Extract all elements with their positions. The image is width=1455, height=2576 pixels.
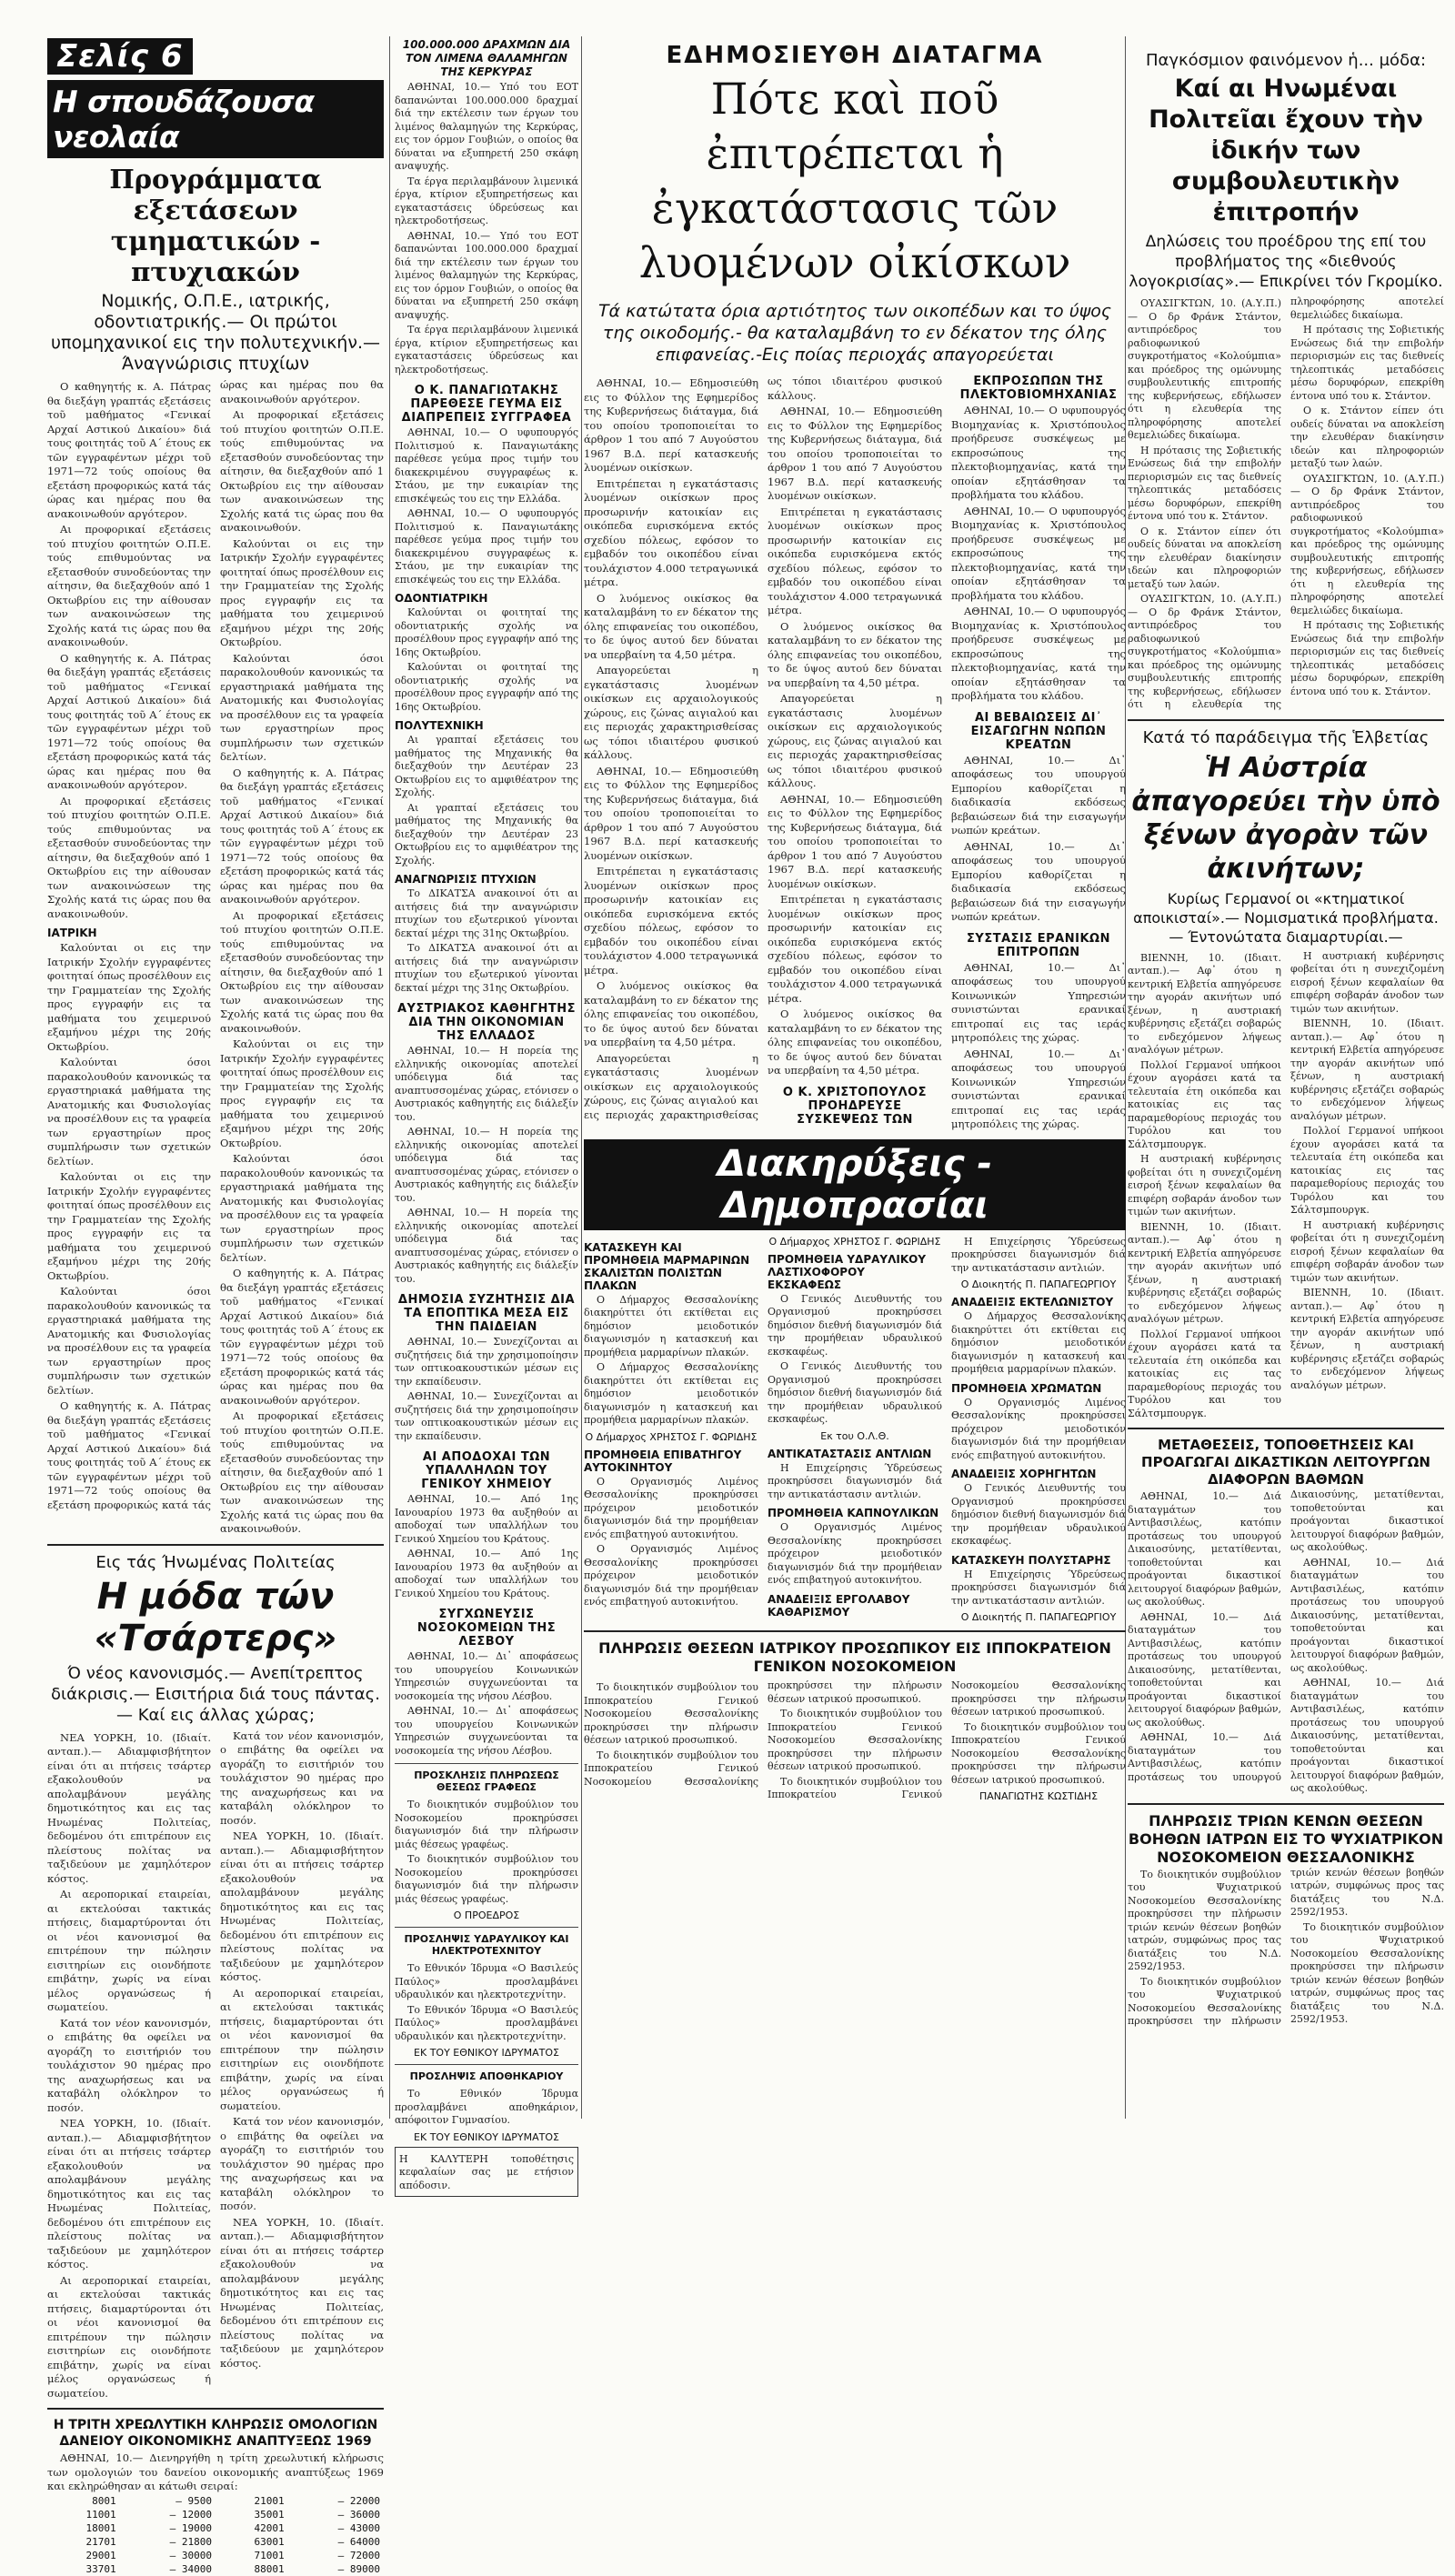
paragraph: Επιτρέπεται η εγκατάστασις λυομένων οικίσκων προς προσωρινήν κατοικίαν εις οικόπεδα ευρισκόμενα εκτός σχεδίου πόλεως, εφόσον το εμβαδόν του οικοπέδου είναι τουλάχιστον 4.000 τετραγωνικά μέτρα.: [768, 893, 942, 1005]
paragraph: Καλούνται οι εις την Ιατρικήν Σχολήν εγγραφέντες φοιτηταί όπως προσέλθουν εις την Γραμματείαν της Σχολής προς εγγραφήν εις τα μαθήματα του χειμερινού εξαμήνου μέχρι της 20ής Οκτωβρίου.: [220, 536, 384, 648]
paragraph: Κατά τον νέον κανονισμόν, ο επιβάτης θα οφείλει να αγοράζη το εισιτήριόν του τουλάχιστον 90 ημέρας προ της αναχωρήσεως και να καταβάλη ολόκληρον το ποσόν.: [47, 2016, 211, 2114]
paragraph: Απαγορεύεται η εγκατάστασις λυομένων οικίσκων εις αρχαιολογικούς χώρους, εις ζώνας αιγιαλού και εις περιοχάς χαρακτηρισθείσας ως τόποι ιδιαιτέρου φυσικού κάλλους.: [768, 692, 942, 789]
table-row: [47, 2549, 384, 2562]
advert-box: [395, 2147, 578, 2198]
paragraph: ΑΘΗΝΑΙ, 10.— Υπό του ΕΟΤ δαπανώνται 100.000.000 δραχμαί διά την εκτέλεσιν των έργων του λιμένος θαλαμηγών της Κερκύρας, εις τον όρμον Γουβιών, ο οποίος θα δύναται να εξυπηρετή 250 σκάφη αναψυχής.: [395, 81, 578, 172]
paragraph: ΑΘΗΝΑΙ, 10.— Δι᾿ αποφάσεως του υπουργού Εμπορίου καθορίζεται η διαδικασία εκδόσεως βεβαιώσεων διά την εισαγωγήν νωπών κρεάτων.: [951, 839, 1126, 923]
column-4: [1128, 47, 1444, 2029]
table-cell: 8001: [92, 2494, 116, 2507]
article-body: [47, 1729, 384, 2401]
table-cell: — 19000: [169, 2521, 212, 2534]
notice-title: ΚΑΤΑΣΚΕΥΗ ΚΑΙ ΠΡΟΜΗΘΕΙΑ ΜΑΡΜΑΡΙΝΩΝ ΣΚΑΛΙΣΤΩΝ ΠΟΛΙΣΤΩΝ ΠΛΑΚΩΝ: [584, 1240, 750, 1292]
paragraph: ΑΘΗΝΑΙ, 10.— Εδημοσιεύθη εις το Φύλλον της Εφημερίδος της Κυβερνήσεως διάταγμα, διά του οποίου τροποποιείται το άρθρον 1 του από 7 Αυγούστου 1967 Β.Δ. περί κατασκευής λυομένων οικίσκων.: [584, 376, 758, 474]
divider: [47, 1544, 384, 1546]
table-row: [47, 2508, 384, 2521]
table-cell: 33701: [85, 2562, 116, 2575]
paragraph: Το Εθνικόν Ίδρυμα προσλαμβάνει αποθηκάριον, απόφοιτον Γυμνασίου.: [395, 2088, 578, 2126]
table-cell: — 43000: [337, 2521, 380, 2534]
paragraph: ΑΘΗΝΑΙ, 10.— Εδημοσιεύθη εις το Φύλλον της Εφημερίδος της Κυβερνήσεως διάταγμα, διά του οποίου τροποποιείται το άρθρον 1 του από 7 Αυγούστου 1967 Β.Δ. περί κατασκευής λυομένων οικίσκων.: [584, 764, 758, 862]
subheading: ΑΝΑΓΝΩΡΙΣΙΣ ΠΤΥΧΙΩΝ: [395, 873, 537, 886]
paragraph: Ο Οργανισμός Λιμένος Θεσσαλονίκης προκηρύσσει πρόχειρον μειοδοτικόν διαγωνισμόν διά την προμήθειαν ενός επιβατηγού αυτοκινήτου.: [584, 1475, 758, 1540]
article-kicker: Κατά τό παράδειγμα τῆς Ἑλβετίας: [1142, 727, 1430, 747]
column-3: [584, 42, 1126, 1802]
paragraph: ΑΘΗΝΑΙ, 10.— Διά διαταγμάτων του Αντιβασιλέως, κατόπιν προτάσεως του υπουργού Δικαιοσύνης, μετατίθενται, τοποθετούνται και προάγονται δικαστικοί λειτουργοί διαφόρων βαθμών, ως ακολούθως.: [1128, 1610, 1281, 1729]
table-cell: — 30000: [169, 2549, 212, 2561]
article-body: [584, 375, 1126, 1132]
table-cell: 42001: [254, 2521, 285, 2534]
table-row: [47, 2521, 384, 2535]
paragraph: ΑΘΗΝΑΙ, 10.— Διά διαταγμάτων του Αντιβασιλέως, κατόπιν προτάσεως του υπουργού Δικαιοσύνης, μετατίθενται, τοποθετούνται και προάγονται δικαστικοί λειτουργοί διαφόρων βαθμών, ως ακολούθως.: [1128, 1488, 1444, 1783]
paragraph: Η Επιχείρησις Ύδρεύσεως προκηρύσσει διαγωνισμόν διά την αντικατάστασιν αντλιών.: [951, 1568, 1126, 1607]
divider: [47, 2408, 384, 2410]
article-headline: ΣΥΓΧΩΝΕΥΣΙΣ ΝΟΣΟΚΟΜΕΙΩΝ ΤΗΣ ΛΕΣΒΟΥ: [416, 1608, 557, 1649]
article-deck: Ό νέος κανονισμός.— Ανεπίτρεπτος διάκρισις.— Εισιτήρια διά τους πάντας.— Καί εις άλλας χώρας;: [51, 1663, 380, 1725]
paragraph: ΒΙΕΝΝΗ, 10. (Ιδιαιτ. ανταπ.).— Αφ᾿ ότου η κεντρική Ελβετία απηγόρευσε την αγοράν ακινήτων υπό ξένων, η αυστριακή κυβέρνησις εξετάζει σοβαρώς το ενδεχόμενον λήψεως αναλόγων μέτρων.: [1290, 1287, 1444, 1391]
paragraph: ΑΘΗΝΑΙ, 10.— Εδημοσιεύθη εις το Φύλλον της Εφημερίδος της Κυβερνήσεως διάταγμα, διά του οποίου τροποποιείται το άρθρον 1 του από 7 Αυγούστου 1967 Β.Δ. περί κατασκευής λυομένων οικίσκων.: [768, 792, 942, 890]
table-cell: 11001: [85, 2508, 116, 2521]
table-cell: 18001: [85, 2521, 116, 2534]
notice-signature: Εκ του Ο.Λ.Θ.: [820, 1429, 889, 1442]
table-cell: 63001: [254, 2535, 285, 2548]
paragraph: ΝΕΑ ΥΟΡΚΗ, 10. (Ιδιαίτ. ανταπ.).— Αδιαμφισβήτητον είναι ότι αι πτήσεις τσάρτερ εξακολουθούν να απολαμβάνουν μεγάλης δημοτικότητος και εις τας Ηνωμένας Πολιτείας, δεδομένου ότι επιτρέπουν εις πλείστους πολίτας να ταξιδεύουν με χαμηλότερον κόστος.: [47, 2117, 211, 2270]
paragraph: Η αυστριακή κυβέρνησις φοβείται ότι η συνεχιζομένη εισροή ξένων κεφαλαίων θα επιφέρη σοβαράν άνοδον των τιμών των ακινήτων.: [1128, 1153, 1281, 1218]
paragraph: Το διοικητικόν συμβούλιον του Ιπποκρατείου Γενικού Νοσοκομείου Θεσσαλονίκης προκηρύσσει την πλήρωσιν θέσεων ιατρικού προσωπικού.: [951, 1720, 1126, 1786]
divider: [395, 2064, 578, 2065]
table-cell: 88001: [254, 2562, 285, 2575]
paragraph: ΑΘΗΝΑΙ, 10.— Δι᾿ αποφάσεως του υπουργού Κοινωνικών Υπηρεσιών συνιστώνται ερανικαί επιτροπαί εις τας ιεράς μητροπόλεις της χώρας.: [951, 960, 1126, 1044]
table-row: [47, 2494, 384, 2508]
divider: [1128, 1803, 1444, 1805]
paragraph: ΑΘΗΝΑΙ, 10.— Ο υφυπουργός Βιομηχανίας κ. Χριστόπουλος προήδρευσε συσκέψεως με εκπροσώπους της πλεκτοβιομηχανίας, κατά την οποίαν εξητάσθησαν τα προβλήματα του κλάδου.: [951, 605, 1126, 702]
paragraph: Ο καθηγητής κ. Α. Πάτρας θα διεξάγη γραπτάς εξετάσεις τοῦ μαθήματος «Γενικαί Αρχαί Αστικού Δικαίου» διά τους φοιτητάς τοῦ Α΄ έτους εκ τῶν εγγραφέντων μέχρι τοῦ 1971—72 τούς οποίους θα εξετάση προφορικώς κατά τάς ώρας και ημέρας που θα ανακοινωθούν αργότερον.: [47, 651, 211, 791]
article-headline: Ο Κ. ΧΡΙΣΤΟΠΟΥΛΟΣ ΠΡΟΗΔΡΕΥΣΕ ΣΥΣΚΕΨΕΩΣ ΤΩΝ ΕΚΠΡΟΣΩΠΩΝ ΤΗΣ ΠΛΕΚΤΟΒΙΟΜΗΧΑΝΙΑΣ: [782, 375, 1118, 1127]
paragraph: Η αυστριακή κυβέρνησις φοβείται ότι η συνεχιζομένη εισροή ξένων κεφαλαίων θα επιφέρη σοβαράν άνοδον των τιμών των ακινήτων.: [1290, 949, 1444, 1015]
paragraph: ΝΕΑ ΥΟΡΚΗ, 10. (Ιδιαίτ. ανταπ.).— Αδιαμφισβήτητον είναι ότι αι πτήσεις τσάρτερ εξακολουθούν να απολαμβάνουν μεγάλης δημοτικότητος και εις τας Ηνωμένας Πολιτείας, δεδομένου ότι επιτρέπουν εις πλείστους πολίτας να ταξιδεύουν με χαμηλότερον κόστος.: [47, 1730, 211, 1885]
paragraph: ΑΘΗΝΑΙ, 10.— Δι᾿ αποφάσεως του υπουργού Κοινωνικών Υπηρεσιών συνιστώνται ερανικαί επιτροπαί εις τας ιεράς μητροπόλεις της χώρας.: [951, 1047, 1126, 1130]
table-cell: — 36000: [337, 2508, 380, 2521]
article-kicker: Παγκόσμιον φαινόμενον ἡ... μόδα:: [1145, 51, 1427, 70]
paragraph: Το διοικητικόν συμβούλιον του Νοσοκομείου προκηρύσσει διαγωνισμόν διά την πλήρωσιν μιάς θέσεως γραφέως.: [395, 1799, 578, 1850]
paragraph: ΑΘΗΝΑΙ, 10.— Ο υφυπουργός Πολιτισμού κ. Παναγιωτάκης παρέθεσε γεύμα προς τιμήν του διακεκριμένου συγγραφέως κ. Στάου, με την ευκαιρίαν της επισκέψεώς του εις την Ελλάδα.: [395, 507, 578, 586]
paragraph: Αι αεροπορικαί εταιρείαι, αι εκτελούσαι τακτικάς πτήσεις, διαμαρτύρονται ότι οι νέοι κανονισμοί θα επιτρέπουν την πώλησιν εισιτηρίων εις οιονδήποτε επιβάτην, χωρίς να είναι μέλος οργανώσεως ή σωματείου.: [47, 1888, 211, 2013]
paragraph: Το Εθνικόν Ίδρυμα «Ο Βασιλεύς Παύλος» προσλαμβάνει υδραυλικόν και ηλεκτροτεχνίτην.: [395, 2003, 578, 2042]
article-body: [47, 378, 384, 1537]
paragraph: Πολλοί Γερμανοί υπήκοοι έχουν αγοράσει κατά τα τελευταία έτη οικόπεδα και κατοικίας εις τας παραμεθορίους περιοχάς του Τυρόλου και του Σάλτσμπουργκ.: [1290, 1125, 1444, 1216]
paragraph: Επιτρέπεται η εγκατάστασις λυομένων οικίσκων προς προσωρινήν κατοικίαν εις οικόπεδα ευρισκόμενα εκτός σχεδίου πόλεως, εφόσον το εμβαδόν του οικοπέδου είναι τουλάχιστον 4.000 τετραγωνικά μέτρα.: [584, 865, 758, 977]
paragraph: Ο καθηγητής κ. Α. Πάτρας θα διεξάγη γραπτάς εξετάσεις τοῦ μαθήματος «Γενικαί Αρχαί Αστικού Δικαίου» διά τους φοιτητάς τοῦ Α΄ έτους εκ τῶν εγγραφέντων μέχρι τοῦ 1971—72 τούς οποίους θα εξετάση προφορικώς κατά τάς ώρας και ημέρας που θα ανακοινωθούν αργότερον.: [220, 1267, 384, 1407]
notice-title: ΠΡΟΜΗΘΕΙΑ ΧΡΩΜΑΤΩΝ: [951, 1381, 1102, 1395]
paragraph: Τα έργα περιλαμβάνουν λιμενικά έργα, κτίριον εξυπηρετήσεως και εγκαταστάσεις ύδρεύσεως και ηλεκτροδοτήσεως.: [395, 324, 578, 376]
paragraph: Αι προφορικαί εξετάσεις τού πτυχίου φοιτητών Ο.Π.Ε. τούς επιθυμούντας να εξετασθούν συνοδεύοντας την αίτησιν, θα διεξαχθούν από 1 Οκτωβρίου εις την αίθουσαν των ανακοινώσεων της Σχολής κατά τις ώρας που θα ανακοινωθούν.: [220, 408, 384, 534]
article-headline: Η ΤΡΙΤΗ ΧΡΕΩΛΥΤΙΚΗ ΚΛΗΡΩΣΙΣ ΟΜΟΛΟΓΙΩΝ ΔΑΝΕΙΟΥ ΟΙΚΟΝΟΜΙΚΗΣ ΑΝΑΠΤΥΞΕΩΣ 1969: [53, 2418, 378, 2449]
paragraph: ΑΘΗΝΑΙ, 10.— Από 1ης Ιανουαρίου 1973 θα αυξηθούν αι αποδοχαί των υπαλλήλων του Γενικού Χημείου του Κράτους.: [395, 1548, 578, 1599]
paragraph: Καλούνται οι εις την Ιατρικήν Σχολήν εγγραφέντες φοιτηταί όπως προσέλθουν εις την Γραμματείαν της Σχολής προς εγγραφήν εις τα μαθήματα του χειμερινού εξαμήνου μέχρι της 20ής Οκτωβρίου.: [47, 941, 211, 1053]
paragraph: Το ΔΙΚΑΤΣΑ ανακοινοί ότι αι αιτήσεις διά την αναγνώρισιν πτυχίων του εξωτερικού γίνονται δεκταί μέχρι της 31ης Οκτωβρίου.: [395, 942, 578, 994]
notice-title: ΠΡΟΣΛΗΨΙΣ ΑΠΟΘΗΚΑΡΙΟΥ: [409, 2070, 564, 2082]
paragraph: Η πρότασις της Σοβιετικής Ενώσεως διά την επιβολήν περιορισμών εις τας διεθνείς τηλεοπτικάς μεταδόσεις μέσω δορυφόρων, επεκρίθη έντονα υπό του κ. Στάντον.: [1290, 324, 1444, 402]
paragraph: Καλούνται όσοι παρακολουθούν κανονικώς τα εργαστηριακά μαθήματα της Ανατομικής και Φυσιολογίας να προσέλθουν εις τα γραφεία των εργαστηρίων προς συμπλήρωσιν των σχετικών δελτίων.: [220, 1152, 384, 1264]
article-headline: ΑΥΣΤΡΙΑΚΟΣ ΚΑΘΗΓΗΤΗΣ ΔΙΑ ΤΗΝ ΟΙΚΟΝΟΜΙΑΝ ΤΗΣ ΕΛΛΑΔΟΣ: [396, 1002, 577, 1043]
article-deck: Τά κατώτατα όρια αρτιότητος των οικοπέδων και το ύψος της οικοδομής.- θα καταλαμβάνη το εν δέκατον της όλης επιφανείας.-Εις ποίας περιοχάς απαγορεύεται: [597, 301, 1112, 365]
paragraph: Η Επιχείρησις Ύδρεύσεως προκηρύσσει διαγωνισμόν διά την αντικατάστασιν αντλιών.: [951, 1235, 1126, 1274]
paragraph: ΑΘΗΝΑΙ, 10.— Εδημοσιεύθη εις το Φύλλον της Εφημερίδος της Κυβερνήσεως διάταγμα, διά του οποίου τροποποιείται το άρθρον 1 του από 7 Αυγούστου 1967 Β.Δ. περί κατασκευής λυομένων οικίσκων.: [768, 405, 942, 502]
paragraph: Ο Γενικός Διευθυντής του Οργανισμού προκηρύσσει δημόσιον διεθνή διαγωνισμόν διά την προμήθειαν υδραυλικού εκσκαφέως.: [951, 1482, 1126, 1547]
paragraph: Καλούνται οι φοιτηταί της οδοντιατρικής σχολής να προσέλθουν προς εγγραφήν από της 16ης Οκτωβρίου.: [395, 606, 578, 658]
table-cell: 71001: [254, 2549, 285, 2561]
paragraph: ΑΘΗΝΑΙ, 10.— Ο υφυπουργός Πολιτισμού κ. Παναγιωτάκης παρέθεσε γεύμα προς τιμήν του διακεκριμένου συγγραφέως κ. Στάου, με την ευκαιρίαν της επισκέψεώς του εις την Ελλάδα.: [395, 426, 578, 505]
paragraph: ΑΘΗΝΑΙ, 10.— Διά διαταγμάτων του Αντιβασιλέως, κατόπιν προτάσεως του υπουργού Δικαιοσύνης, μετατίθενται, τοποθετούνται και προάγονται δικαστικοί λειτουργοί διαφόρων βαθμών, ως ακολούθως.: [1290, 1556, 1444, 1674]
notice-signature: ΕΚ ΤΟΥ ΕΘΝΙΚΟΥ ΙΔΡΥΜΑΤΟΣ: [414, 2130, 559, 2143]
article-headline: Πότε καὶ ποῦ ἐπιτρέπεται ἡ ἐγκατάστασις τῶν λυομένων οἰκίσκων: [638, 75, 1071, 288]
divider: [395, 1763, 578, 1764]
paragraph: Το διοικητικόν συμβούλιον του Ψυχιατρικού Νοσοκομείου Θεσσαλονίκης προκηρύσσει την πλήρωσιν τριών κενών θέσεων βοηθών ιατρών, συμφώνως προς τας διατάξεις του Ν.Δ. 2592/1953.: [1128, 1866, 1444, 2027]
paragraph: Το διοικητικόν συμβούλιον του Ψυχιατρικού Νοσοκομείου Θεσσαλονίκης προκηρύσσει την πλήρωσιν τριών κενών θέσεων βοηθών ιατρών, συμφώνως προς τας διατάξεις του Ν.Δ. 2592/1953.: [1128, 1868, 1281, 1972]
notice-title: ΑΝΑΔΕΙΞΙΣ ΕΚΤΕΛΩΝΙΣΤΟΥ: [951, 1296, 1114, 1308]
notice-signature: Ο Δήμαρχος ΧΡΗΣΤΟΣ Γ. ΦΩΡΙΔΗΣ: [768, 1235, 941, 1248]
table-cell: 21001: [254, 2494, 285, 2507]
paragraph: Ο λυόμενος οικίσκος θα καταλαμβάνη το εν δέκατον της όλης επιφανείας του οικοπέδου, το δε ύψος αυτού δεν δύναται να υπερβαίνη τα 4,50 μέτρα.: [584, 591, 758, 661]
column-rule: [389, 36, 390, 2119]
paragraph: Ο λυόμενος οικίσκος θα καταλαμβάνη το εν δέκατον της όλης επιφανείας του οικοπέδου, το δε ύψος αυτού δεν δύναται να υπερβαίνη τα 4,50 μέτρα.: [768, 1007, 942, 1077]
article-deck: Κυρίως Γερμανοί οι «κτηματικοί αποικισταί».— Νομισματικά προβλήματα.— Έντονώτατα διαμαρτυρίαι.—: [1133, 889, 1439, 946]
article-kicker: Εις τάς Ήνωμένας Πολιτείας: [95, 1552, 336, 1572]
notice-title: ΠΡΟΣΚΛΗΣΙΣ ΠΛΗΡΩΣΕΩΣ ΘΕΣΕΩΣ ΓΡΑΦΕΩΣ: [414, 1769, 559, 1793]
paragraph: ΑΘΗΝΑΙ, 10.— Η πορεία της ελληνικής οικονομίας αποτελεί υπόδειγμα διά τας αναπτυσσομένας χώρας, ετόνισεν ο Αυστριακός καθηγητής εις διάλεξίν του.: [395, 1207, 578, 1285]
paragraph: Αι προφορικαί εξετάσεις τού πτυχίου φοιτητών Ο.Π.Ε. τούς επιθυμούντας να εξετασθούν συνοδεύοντας την αίτησιν, θα διεξαχθούν από 1 Οκτωβρίου εις την αίθουσαν των ανακοινώσεων της Σχολής κατά τις ώρας που θα ανακοινωθούν.: [47, 794, 211, 920]
article-deck: Νομικής, Ο.Π.Ε., ιατρικής, οδοντιατρικής.— Οι πρώτοι υπομηχανικοί εις την πολυτεχνικήν.— Άναγνώρισις πτυχίων: [51, 291, 380, 374]
notice-title: ΑΝΤΙΚΑΤΑΣΤΑΣΙΣ ΑΝΤΛΙΩΝ: [768, 1447, 932, 1460]
paragraph: Ο Οργανισμός Λιμένος Θεσσαλονίκης προκηρύσσει πρόχειρον μειοδοτικόν διαγωνισμόν διά την προμήθειαν ενός επιβατηγού αυτοκινήτου.: [584, 1543, 758, 1608]
article-headline: Ο Κ. ΠΑΝΑΓΙΩΤΑΚΗΣ ΠΑΡΕΘΕΣΕ ΓΕΥΜΑ ΕΙΣ ΔΙΑΠΡΕΠΕΙΣ ΣΥΓΓΡΑΦΕΑ: [401, 384, 572, 425]
paragraph: Ο κ. Στάντον είπεν ότι ουδείς δύναται να αποκλείση την ελευθέραν διακίνησιν ιδεών και πληροφοριών μεταξύ των λαών.: [1290, 405, 1444, 469]
paragraph: Το διοικητικόν συμβούλιον του Ιπποκρατείου Γενικού Νοσοκομείου Θεσσαλονίκης προκηρύσσει την πλήρωσιν θέσεων ιατρικού προσωπικού.: [584, 1681, 758, 1746]
paragraph: ΟΥΑΣΙΓΚΤΩΝ, 10. (Α.Υ.Π.)— Ο δρ Φράνκ Στάντον, αντιπρόεδρος του ραδιοφωνικού συγκροτήματος «Κολούμπια» και πρόεδρος της ομώνυμης συμβουλευτικής επιτροπής της κυβερνήσεως, εδήλωσεν ότι η ελευθερία της πληροφόρησης αποτελεί θεμελιώδες δικαίωμα.: [1128, 296, 1444, 710]
paragraph: ΑΘΗΝΑΙ, 10.— Δι᾿ αποφάσεως του υπουργού Εμπορίου καθορίζεται η διαδικασία εκδόσεως βεβαιώσεων διά την εισαγωγήν νωπών κρεάτων.: [951, 753, 1126, 837]
paragraph: Αι προφορικαί εξετάσεις τού πτυχίου φοιτητών Ο.Π.Ε. τούς επιθυμούντας να εξετασθούν συνοδεύοντας την αίτησιν, θα διεξαχθούν από 1 Οκτωβρίου εις την αίθουσαν των ανακοινώσεων της Σχολής κατά τις ώρας που θα ανακοινωθούν.: [47, 523, 211, 648]
paragraph: ΑΘΗΝΑΙ, 10.— Δι᾿ αποφάσεως του υπουργείου Κοινωνικών Υπηρεσιών συγχωνεύονται τα νοσοκομεία της νήσου Λέσβου.: [395, 1650, 578, 1702]
article-body: [584, 1679, 1126, 1802]
paragraph: Η αυστριακή κυβέρνησις φοβείται ότι η συνεχιζομένη εισροή ξένων κεφαλαίων θα επιφέρη σοβαράν άνοδον των τιμών των ακινήτων.: [1290, 1218, 1444, 1284]
paragraph: ΒΙΕΝΝΗ, 10. (Ιδιαιτ. ανταπ.).— Αφ᾿ ότου η κεντρική Ελβετία απηγόρευσε την αγοράν ακινήτων υπό ξένων, η αυστριακή κυβέρνησις εξετάζει σοβαρώς το ενδεχόμενον λήψεως αναλόγων μέτρων.: [1128, 951, 1281, 1056]
column-2: [395, 38, 578, 2200]
subheading: ΟΔΟΝΤΙΑΤΡΙΚΗ: [395, 592, 488, 605]
paragraph: ΒΙΕΝΝΗ, 10. (Ιδιαιτ. ανταπ.).— Αφ᾿ ότου η κεντρική Ελβετία απηγόρευσε την αγοράν ακινήτων υπό ξένων, η αυστριακή κυβέρνησις εξετάζει σοβαρώς το ενδεχόμενον λήψεως αναλόγων μέτρων.: [1128, 1220, 1281, 1325]
paragraph: ΑΘΗΝΑΙ, 10.— Ο υφυπουργός Βιομηχανίας κ. Χριστόπουλος προήδρευσε συσκέψεως με εκπροσώπους της πλεκτοβιομηχανίας, κατά την οποίαν εξητάσθησαν τα προβλήματα του κλάδου.: [951, 404, 1126, 501]
paragraph: Αι προφορικαί εξετάσεις τού πτυχίου φοιτητών Ο.Π.Ε. τούς επιθυμούντας να εξετασθούν συνοδεύοντας την αίτησιν, θα διεξαχθούν από 1 Οκτωβρίου εις την αίθουσαν των ανακοινώσεων της Σχολής κατά τις ώρας που θα ανακοινωθούν.: [220, 908, 384, 1035]
lottery-table: [47, 2494, 384, 2576]
paragraph: Ο καθηγητής κ. Α. Πάτρας θα διεξάγη γραπτάς εξετάσεις τοῦ μαθήματος «Γενικαί Αρχαί Αστικού Δικαίου» διά τους φοιτητάς τοῦ Α΄ έτους εκ τῶν εγγραφέντων μέχρι τοῦ 1971—72 τούς οποίους θα εξετάση προφορικώς κατά τάς ώρας και ημέρας που θα ανακοινωθούν αργότερον.: [220, 766, 384, 906]
paragraph: Απαγορεύεται η εγκατάστασις λυομένων οικίσκων εις αρχαιολογικούς χώρους, εις ζώνας αιγιαλού και εις περιοχάς χαρακτηρισθείσας ως τόποι ιδιαιτέρου φυσικού κάλλους.: [584, 375, 942, 1121]
paragraph: Ο Δήμαρχος Θεσσαλονίκης διακηρύττει ότι εκτίθεται εις δημόσιον μειοδοτικόν διαγωνισμόν η κατασκευή και προμήθεια μαρμαρίνων πλακών.: [584, 1293, 758, 1358]
paragraph: ΑΘΗΝΑΙ, 10.— Ο υφυπουργός Βιομηχανίας κ. Χριστόπουλος προήδρευσε συσκέψεως με εκπροσώπους της πλεκτοβιομηχανίας, κατά την οποίαν εξητάσθησαν τα προβλήματα του κλάδου.: [951, 504, 1126, 602]
table-cell: 21701: [85, 2535, 116, 2548]
paragraph: Η πρότασις της Σοβιετικής Ενώσεως διά την επιβολήν περιορισμών εις τας διεθνείς τηλεοπτικάς μεταδόσεις μέσω δορυφόρων, επεκρίθη έντονα υπό του κ. Στάντον.: [1128, 444, 1281, 522]
paragraph: ΟΥΑΣΙΓΚΤΩΝ, 10. (Α.Υ.Π.)— Ο δρ Φράνκ Στάντον, αντιπρόεδρος του ραδιοφωνικού συγκροτήματος «Κολούμπια» και πρόεδρος της ομώνυμης συμβουλευτικής επιτροπής της κυβερνήσεως, εδήλωσεν ότι η ελευθερία της πληροφόρησης αποτελεί θεμελιώδες δικαίωμα.: [1290, 472, 1444, 616]
article-headline: ΠΛΗΡΩΣΙΣ ΤΡΙΩΝ ΚΕΝΩΝ ΘΕΣΕΩΝ ΒΟΗΘΩΝ ΙΑΤΡΩΝ ΕΙΣ ΤΟ ΨΥΧΙΑΤΡΙΚΟΝ ΝΟΣΟΚΟΜΕΙΟΝ ΘΕΣΣΑΛΟΝΙΚΗΣ: [1128, 1811, 1444, 1866]
notice-signature: ΠΑΝΑΓΙΩΤΗΣ ΚΩΣΤΙΔΗΣ: [978, 1790, 1099, 1802]
table-cell: — 9500: [176, 2494, 212, 2507]
paragraph: Ο Γενικός Διευθυντής του Οργανισμού προκηρύσσει δημόσιον διεθνή διαγωνισμόν διά την προμήθειαν υδραυλικού εκσκαφέως.: [768, 1360, 942, 1425]
article-headline: Ἡ Αὐστρία ἀπαγορεύει τὴν ὑπὸ ξένων ἀγορὰν τῶν ἀκινήτων;: [1131, 751, 1440, 885]
paragraph: ΑΘΗΝΑΙ, 10.— Διενηργήθη η τρίτη χρεωλυτική κλήρωσις των ομολογιών του δανείου οικονομικής αναπτύξεως 1969 και εκληρώθησαν αι κάτωθι σειραί:: [47, 2451, 384, 2492]
advert-text: Η ΚΑΛΥΤΕΡΗ τοποθέτησις κεφαλαίων σας με ετήσιον απόδοσιν.: [399, 2152, 574, 2191]
paragraph: ΑΘΗΝΑΙ, 10.— Διά διαταγμάτων του Αντιβασιλέως, κατόπιν προτάσεως του υπουργού Δικαιοσύνης, μετατίθενται, τοποθετούνται και προάγονται δικαστικοί λειτουργοί διαφόρων βαθμών, ως ακολούθως.: [1290, 1677, 1444, 1794]
paragraph: ΑΘΗΝΑΙ, 10.— Συνεχίζονται αι συζητήσεις διά την χρησιμοποίησιν των οπτικοακουστικών μέσων εις την εκπαίδευσιν.: [395, 1336, 578, 1388]
auctions-body: [584, 1236, 1126, 1624]
subheading: ΠΟΛΥΤΕΧΝΙΚΗ: [395, 719, 484, 732]
paragraph: Ο Δήμαρχος Θεσσαλονίκης διακηρύττει ότι εκτίθεται εις δημόσιον μειοδοτικόν διαγωνισμόν η κατασκευή και προμήθεια μαρμαρίνων πλακών.: [951, 1310, 1126, 1375]
paragraph: Το διοικητικόν συμβούλιον του Ιπποκρατείου Γενικού Νοσοκομείου Θεσσαλονίκης προκηρύσσει την πλήρωσιν θέσεων ιατρικού προσωπικού.: [768, 1679, 1126, 1800]
article-headline: Προγράμματα εξετάσεων τμηματικών - πτυχιακών: [109, 164, 322, 287]
paragraph: Ο Οργανισμός Λιμένος Θεσσαλονίκης προκηρύσσει πρόχειρον μειοδοτικόν διαγωνισμόν διά την προμήθειαν ενός επιβατηγού αυτοκινήτου.: [951, 1396, 1126, 1461]
paragraph: ΟΥΑΣΙΓΚΤΩΝ, 10. (Α.Υ.Π.)— Ο δρ Φράνκ Στάντον, αντιπρόεδρος του ραδιοφωνικού συγκροτήματος «Κολούμπια» και πρόεδρος της ομώνυμης συμβουλευτικής επιτροπής της κυβερνήσεως, εδήλωσεν ότι η ελευθερία της πληροφόρησης αποτελεί θεμελιώδες δικαίωμα.: [1128, 297, 1281, 441]
paragraph: Το διοικητικόν συμβούλιον του Ιπποκρατείου Γενικού Νοσοκομείου Θεσσαλονίκης προκηρύσσει την πλήρωσιν θέσεων ιατρικού προσωπικού.: [768, 1708, 942, 1772]
paragraph: Ο καθηγητής κ. Α. Πάτρας θα διεξάγη γραπτάς εξετάσεις τοῦ μαθήματος «Γενικαί Αρχαί Αστικού Δικαίου» διά τους φοιτητάς τοῦ Α΄ έτους εκ τῶν εγγραφέντων μέχρι τοῦ 1971—72 τούς οποίους θα εξετάση προφορικώς κατά τάς ώρας και ημέρας που θα ανακοινωθούν αργότερον.: [47, 380, 211, 520]
article-headline: ΠΛΗΡΩΣΙΣ ΘΕΣΕΩΝ ΙΑΤΡΙΚΟΥ ΠΡΟΣΩΠΙΚΟΥ ΕΙΣ ΙΠΠΟΚΡΑΤΕΙΟΝ ΓΕΝΙΚΟΝ ΝΟΣΟΚΟΜΕΙΟΝ: [598, 1639, 1111, 1675]
paragraph: Πολλοί Γερμανοί υπήκοοι έχουν αγοράσει κατά τα τελευταία έτη οικόπεδα και κατοικίας εις τας παραμεθορίους περιοχάς του Τυρόλου και του Σάλτσμπουργκ.: [1128, 1058, 1281, 1150]
page-tag: Σελίς 6: [47, 38, 193, 75]
paragraph: Η πρότασις της Σοβιετικής Ενώσεως διά την επιβολήν περιορισμών εις τας διεθνείς τηλεοπτικάς μεταδόσεις μέσω δορυφόρων, επεκρίθη έντονα υπό του κ. Στάντον.: [1290, 619, 1444, 697]
table-row: [47, 2562, 384, 2576]
section-banner: Διακηρύξεις - Δημοπρασίαι: [584, 1139, 1126, 1230]
column-1: [47, 0, 384, 2576]
notice-title: ΠΡΟΣΛΗΨΙΣ ΥΔΡΑΥΛΙΚΟΥ ΚΑΙ ΗΛΕΚΤΡΟΤΕΧΝΙΤΟΥ: [404, 1933, 569, 1957]
paragraph: Αι γραπταί εξετάσεις του μαθήματος της Μηχανικής θα διεξαχθούν την Δευτέραν 23 Οκτωβρίου εις το αμφιθέατρον της Σχολής.: [395, 801, 578, 867]
table-cell: — 72000: [337, 2549, 380, 2561]
paragraph: Το διοικητικόν συμβούλιον του Ιπποκρατείου Γενικού Νοσοκομείου Θεσσαλονίκης προκηρύσσει την πλήρωσιν θέσεων ιατρικού προσωπικού.: [584, 1679, 942, 1788]
paragraph: ΑΘΗΝΑΙ, 10.— Δι᾿ αποφάσεως του υπουργείου Κοινωνικών Υπηρεσιών συγχωνεύονται τα νοσοκομεία της νήσου Λέσβου.: [395, 1705, 578, 1757]
article-body: [1128, 296, 1444, 712]
article-headline: ΔΗΜΟΣΙΑ ΣΥΖΗΤΗΣΙΣ ΔΙΑ ΤΑ ΕΠΟΠΤΙΚΑ ΜΕΣΑ ΕΙΣ ΤΗΝ ΠΑΙΔΕΙΑΝ: [397, 1293, 576, 1334]
notice-signature: Ο Διοικητής Π. ΠΑΠΑΓΕΩΡΓΙΟΥ: [960, 1278, 1117, 1290]
article-body: [1128, 1867, 1444, 2029]
paragraph: ΑΘΗΝΑΙ, 10.— Διά διαταγμάτων του Αντιβασιλέως, κατόπιν προτάσεως του υπουργού Δικαιοσύνης, μετατίθενται, τοποθετούνται και προάγονται δικαστικοί λειτουργοί διαφόρων βαθμών, ως ακολούθως.: [1128, 1490, 1281, 1608]
paragraph: Καλούνται οι εις την Ιατρικήν Σχολήν εγγραφέντες φοιτηταί όπως προσέλθουν εις την Γραμματείαν της Σχολής προς εγγραφήν εις τα μαθήματα του χειμερινού εξαμήνου μέχρι της 20ής Οκτωβρίου.: [47, 1170, 211, 1282]
paragraph: ΑΘΗΝΑΙ, 10.— Από 1ης Ιανουαρίου 1973 θα αυξηθούν αι αποδοχαί των υπαλλήλων του Γενικού Χημείου του Κράτους.: [395, 1493, 578, 1545]
divider: [584, 1630, 1126, 1632]
notice-title: ΠΡΟΜΗΘΕΙΑ ΕΠΙΒΑΤΗΓΟΥ ΑΥΤΟΚΙΝΗΤΟΥ: [584, 1448, 742, 1474]
notice-title: ΑΝΑΔΕΙΞΙΣ ΧΟΡΗΓΗΤΩΝ: [951, 1468, 1097, 1480]
paragraph: Καλούνται όσοι παρακολουθούν κανονικώς τα εργαστηριακά μαθήματα της Ανατομικής και Φυσιολογίας να προσέλθουν εις τα γραφεία των εργαστηρίων προς συμπλήρωσιν των σχετικών δελτίων.: [220, 651, 384, 763]
notice-title: ΑΝΑΔΕΙΞΙΣ ΕΡΓΟΛΑΒΟΥ ΚΑΘΑΡΙΣΜΟΥ: [768, 1592, 910, 1619]
paragraph: Ο Δήμαρχος Θεσσαλονίκης διακηρύττει ότι εκτίθεται εις δημόσιον μειοδοτικόν διαγωνισμόν η κατασκευή και προμήθεια μαρμαρίνων πλακών.: [584, 1361, 758, 1426]
table-cell: — 34000: [169, 2562, 212, 2575]
paragraph: ΑΘΗΝΑΙ, 10.— Συνεχίζονται αι συζητήσεις διά την χρησιμοποίησιν των οπτικοακουστικών μέσων εις την εκπαίδευσιν.: [395, 1390, 578, 1442]
paragraph: Αι προφορικαί εξετάσεις τού πτυχίου φοιτητών Ο.Π.Ε. τούς επιθυμούντας να εξετασθούν συνοδεύοντας την αίτησιν, θα διεξαχθούν από 1 Οκτωβρίου εις την αίθουσαν των ανακοινώσεων της Σχολής κατά τις ώρας που θα ανακοινωθούν.: [220, 1409, 384, 1535]
notice-signature: ΕΚ ΤΟΥ ΕΘΝΙΚΟΥ ΙΔΡΥΜΑΤΟΣ: [414, 2047, 559, 2059]
article-body: [1128, 1488, 1444, 1796]
paragraph: Το Εθνικόν Ίδρυμα «Ο Βασιλεύς Παύλος» προσλαμβάνει υδραυλικόν και ηλεκτροτεχνίτην.: [395, 1962, 578, 2000]
paragraph: Το διοικητικόν συμβούλιον του Ψυχιατρικού Νοσοκομείου Θεσσαλονίκης προκηρύσσει την πλήρωσιν τριών κενών θέσεων βοηθών ιατρών, συμφώνως προς τας διατάξεις του Ν.Δ. 2592/1953.: [1290, 1920, 1444, 2025]
article-headline: Καί αι Ηνωμέναι Πολιτεῖαι ἔχουν τὴν ἰδικήν των συμβουλευτικὴν ἐπιτροπήν: [1149, 75, 1423, 226]
paragraph: Κατά τον νέον κανονισμόν, ο επιβάτης θα οφείλει να αγοράζη το εισιτήριόν του τουλάχιστον 90 ημέρας προ της αναχωρήσεως και να καταβάλη ολόκληρον το ποσόν.: [220, 2115, 384, 2212]
table-cell: — 12000: [169, 2508, 212, 2521]
notice-title: ΠΡΟΜΗΘΕΙΑ ΚΑΠΝΟΥΛΙΚΩΝ: [768, 1507, 939, 1519]
paragraph: Επιτρέπεται η εγκατάστασις λυομένων οικίσκων προς προσωρινήν κατοικίαν εις οικόπεδα ευρισκόμενα εκτός σχεδίου πόλεως, εφόσον το εμβαδόν του οικοπέδου είναι τουλάχιστον 4.000 τετραγωνικά μέτρα.: [584, 476, 758, 588]
paragraph: Καλούνται όσοι παρακολουθούν κανονικώς τα εργαστηριακά μαθήματα της Ανατομικής και Φυσιολογίας να προσέλθουν εις τα γραφεία των εργαστηρίων προς συμπλήρωσιν των σχετικών δελτίων.: [47, 1285, 211, 1397]
paragraph: Ο καθηγητής κ. Α. Πάτρας θα διεξάγη γραπτάς εξετάσεις τοῦ μαθήματος «Γενικαί Αρχαί Αστικού Δικαίου» διά τους φοιτητάς τοῦ Α΄ έτους εκ τῶν εγγραφέντων μέχρι τοῦ 1971—72 τούς οποίους θα εξετάση προφορικώς κατά τάς ώρας και ημέρας που θα ανακοινωθούν αργότερον.: [47, 378, 384, 1511]
paragraph: ΒΙΕΝΝΗ, 10. (Ιδιαιτ. ανταπ.).— Αφ᾿ ότου η κεντρική Ελβετία απηγόρευσε την αγοράν ακινήτων υπό ξένων, η αυστριακή κυβέρνησις εξετάζει σοβαρώς το ενδεχόμενον λήψεως αναλόγων μέτρων.: [1290, 1017, 1444, 1122]
paragraph: ΑΘΗΝΑΙ, 10.— Υπό του ΕΟΤ δαπανώνται 100.000.000 δραχμαί διά την εκτέλεσιν των έργων του λιμένος θαλαμηγών της Κερκύρας, εις τον όρμον Γουβιών, ο οποίος θα δύναται να εξυπηρετή 250 σκάφη αναψυχής.: [395, 229, 578, 321]
paragraph: Επιτρέπεται η εγκατάστασις λυομένων οικίσκων προς προσωρινήν κατοικίαν εις οικόπεδα ευρισκόμενα εκτός σχεδίου πόλεως, εφόσον το εμβαδόν του οικοπέδου είναι τουλάχιστον 4.000 τετραγωνικά μέτρα.: [768, 505, 942, 616]
paragraph: Αι αεροπορικαί εταιρείαι, αι εκτελούσαι τακτικάς πτήσεις, διαμαρτύρονται ότι οι νέοι κανονισμοί θα επιτρέπουν την πώλησιν εισιτηρίων εις οιονδήποτε επιβάτην, χωρίς να είναι μέλος οργανώσεως ή σωματείου.: [47, 2273, 211, 2400]
table-cell: — 89000: [337, 2562, 380, 2575]
notice-signature: Ο Διοικητής Π. ΠΑΠΑΓΕΩΡΓΙΟΥ: [960, 1611, 1117, 1623]
paragraph: Ο Οργανισμός Λιμένος Θεσσαλονίκης προκηρύσσει πρόχειρον μειοδοτικόν διαγωνισμόν διά την προμήθειαν ενός επιβατηγού αυτοκινήτου.: [768, 1521, 942, 1586]
table-row: [47, 2535, 384, 2549]
paragraph: Τα έργα περιλαμβάνουν λιμενικά έργα, κτίριον εξυπηρετήσεως και εγκαταστάσεις ύδρεύσεως και ηλεκτροδοτήσεως.: [395, 175, 578, 226]
article-headline: ΜΕΤΑΘΕΣΕΙΣ, ΤΟΠΟΘΕΤΗΣΕΙΣ ΚΑΙ ΠΡΟΑΓΩΓΑΙ ΔΙΚΑΣΤΙΚΩΝ ΛΕΙΤΟΥΡΓΩΝ ΔΙΑΦΟΡΩΝ ΒΑΘΜΩΝ: [1141, 1437, 1430, 1488]
divider: [395, 1927, 578, 1928]
article-headline: ΣΥΣΤΑΣΙΣ ΕΡΑΝΙΚΩΝ ΕΠΙΤΡΟΠΩΝ: [967, 931, 1110, 959]
paragraph: Ο κ. Στάντον είπεν ότι ουδείς δύναται να αποκλείση την ελευθέραν διακίνησιν ιδεών και πληροφοριών μεταξύ των λαών.: [1128, 525, 1281, 590]
paragraph: ΑΘΗΝΑΙ, 10.— Η πορεία της ελληνικής οικονομίας αποτελεί υπόδειγμα διά τας αναπτυσσομένας χώρας, ετόνισεν ο Αυστριακός καθηγητής εις διάλεξίν του.: [395, 1126, 578, 1204]
notice-title: ΚΑΤΑΣΚΕΥΗ ΠΟΛΥΣΤΑΡΗΣ: [951, 1553, 1111, 1567]
paragraph: Το διοικητικόν συμβούλιον του Νοσοκομείου προκηρύσσει διαγωνισμόν διά την πλήρωσιν μιάς θέσεως γραφέως.: [395, 1853, 578, 1905]
article-body: [1128, 950, 1444, 1421]
article-deck: Δηλώσεις του προέδρου της επί του προβλήματος της «διεθνούς λογοκρισίας».— Επικρίνει τόν Γκρομίκο.: [1129, 233, 1443, 291]
table-cell: 35001: [254, 2508, 285, 2521]
auctions-section: [584, 1139, 1126, 1624]
paragraph: Πολλοί Γερμανοί υπήκοοι έχουν αγοράσει κατά τα τελευταία έτη οικόπεδα και κατοικίας εις τας παραμεθορίους περιοχάς του Τυρόλου και του Σάλτσμπουργκ.: [1128, 1328, 1281, 1419]
subheading: ΙΑΤΡΙΚΗ: [47, 927, 97, 939]
paragraph: ΝΕΑ ΥΟΡΚΗ, 10. (Ιδιαίτ. ανταπ.).— Αδιαμφισβήτητον είναι ότι αι πτήσεις τσάρτερ εξακολουθούν να απολαμβάνουν μεγάλης δημοτικότητος και εις τας Ηνωμένας Πολιτείας, δεδομένου ότι επιτρέπουν εις πλείστους πολίτας να ταξιδεύουν με χαμηλότερον κόστος.: [220, 1829, 384, 1983]
table-cell: 29001: [85, 2549, 116, 2561]
article-headline: ΑΙ ΑΠΟΔΟΧΑΙ ΤΩΝ ΥΠΑΛΛΗΛΩΝ ΤΟΥ ΓΕΝΙΚΟΥ ΧΗΜΕΙΟΥ: [421, 1450, 552, 1491]
paragraph: Καλούνται οι εις την Ιατρικήν Σχολήν εγγραφέντες φοιτηταί όπως προσέλθουν εις την Γραμματείαν της Σχολής προς εγγραφήν εις τα μαθήματα του χειμερινού εξαμήνου μέχρι της 20ής Οκτωβρίου.: [220, 1037, 384, 1149]
paragraph: Το ΔΙΚΑΤΣΑ ανακοινοί ότι αι αιτήσεις διά την αναγνώρισιν πτυχίων του εξωτερικού γίνονται δεκταί μέχρι της 31ης Οκτωβρίου.: [395, 887, 578, 939]
table-cell: — 64000: [337, 2535, 380, 2548]
paragraph: Απαγορεύεται η εγκατάστασις λυομένων οικίσκων εις αρχαιολογικούς χώρους, εις ζώνας αιγιαλού και εις περιοχάς χαρακτηρισθείσας ως τόποι ιδιαιτέρου φυσικού κάλλους.: [584, 664, 758, 761]
paragraph: Καλούνται όσοι παρακολουθούν κανονικώς τα εργαστηριακά μαθήματα της Ανατομικής και Φυσιολογίας να προσέλθουν εις τα γραφεία των εργαστηρίων προς συμπλήρωσιν των σχετικών δελτίων.: [47, 1056, 211, 1168]
table-cell: — 22000: [337, 2494, 380, 2507]
paragraph: ΑΘΗΝΑΙ, 10.— Η πορεία της ελληνικής οικονομίας αποτελεί υπόδειγμα διά τας αναπτυσσομένας χώρας, ετόνισεν ο Αυστριακός καθηγητής εις διάλεξίν του.: [395, 1045, 578, 1123]
paragraph: Ο λυόμενος οικίσκος θα καταλαμβάνη το εν δέκατον της όλης επιφανείας του οικοπέδου, το δε ύψος αυτού δεν δύναται να υπερβαίνη τα 4,50 μέτρα.: [584, 979, 758, 1048]
paragraph: Κατά τον νέον κανονισμόν, ο επιβάτης θα οφείλει να αγοράζη το εισιτήριόν του τουλάχιστον 90 ημέρας προ της αναχωρήσεως και να καταβάλη ολόκληρον το ποσόν.: [220, 1729, 384, 1827]
paragraph: Ο λυόμενος οικίσκος θα καταλαμβάνη το εν δέκατον της όλης επιφανείας του οικοπέδου, το δε ύψος αυτού δεν δύναται να υπερβαίνη τα 4,50 μέτρα.: [768, 619, 942, 689]
article-headline: 100.000.000 ΔΡΑΧΜΩΝ ΔΙΑ ΤΟΝ ΛΙΜΕΝΑ ΘΑΛΑΜΗΓΩΝ ΤΗΣ ΚΕΡΚΥΡΑΣ: [402, 38, 571, 78]
paragraph: Καλούνται οι φοιτηταί της οδοντιατρικής σχολής να προσέλθουν προς εγγραφήν από της 16ης Οκτωβρίου.: [395, 661, 578, 713]
column-rule: [581, 36, 582, 2119]
notice-signature: Ο ΠΡΟΕΔΡΟΣ: [453, 1909, 520, 1921]
divider: [1128, 1428, 1444, 1429]
paragraph: Η Επιχείρησις Ύδρεύσεως προκηρύσσει διαγωνισμόν διά την αντικατάστασιν αντλιών.: [768, 1461, 942, 1500]
paragraph: Αι γραπταί εξετάσεις του μαθήματος της Μηχανικής θα διεξαχθούν την Δευτέραν 23 Οκτωβρίου εις το αμφιθέατρον της Σχολής.: [395, 734, 578, 798]
notice-signature: Ο Δήμαρχος ΧΡΗΣΤΟΣ Γ. ΦΩΡΙΔΗΣ: [585, 1430, 758, 1443]
article-headline: ΑΙ ΒΕΒΑΙΩΣΕΙΣ ΔΙ᾿ ΕΙΣΑΓΩΓΗΝ ΝΩΠΩΝ ΚΡΕΑΤΩΝ: [970, 710, 1107, 752]
paragraph: Αι αεροπορικαί εταιρείαι, αι εκτελούσαι τακτικάς πτήσεις, διαμαρτύρονται ότι οι νέοι κανονισμοί θα επιτρέπουν την πώλησιν εισιτηρίων εις οιονδήποτε επιβάτην, χωρίς να είναι μέλος οργανώσεως ή σωματείου.: [220, 1986, 384, 2112]
article-kicker: ΕΔΗΜΟΣΙΕΥΘΗ ΔΙΑΤΑΓΜΑ: [666, 42, 1044, 69]
article-headline: Η μόδα τών «Τσάρτερς»: [94, 1575, 337, 1659]
paragraph: ΝΕΑ ΥΟΡΚΗ, 10. (Ιδιαίτ. ανταπ.).— Αδιαμφισβήτητον είναι ότι αι πτήσεις τσάρτερ εξακολουθούν να απολαμβάνουν μεγάλης δημοτικότητος και εις τας Ηνωμένας Πολιτείας, δεδομένου ότι επιτρέπουν εις πλείστους πολίτας να ταξιδεύουν με χαμηλότερον κόστος.: [220, 2215, 384, 2370]
section-banner: Η σπουδάζουσα νεολαία: [47, 80, 384, 158]
paragraph: Ο Γενικός Διευθυντής του Οργανισμού προκηρύσσει δημόσιον διεθνή διαγωνισμόν διά την προμήθειαν υδραυλικού εκσκαφέως.: [768, 1292, 942, 1358]
table-cell: — 21800: [169, 2535, 212, 2548]
divider: [1128, 719, 1444, 721]
notice-title: ΠΡΟΜΗΘΕΙΑ ΥΔΡΑΥΛΙΚΟΥ ΛΑΣΤΙΧΟΦΟΡΟΥ ΕΚΣΚΑΦΕΩΣ: [768, 1252, 927, 1291]
